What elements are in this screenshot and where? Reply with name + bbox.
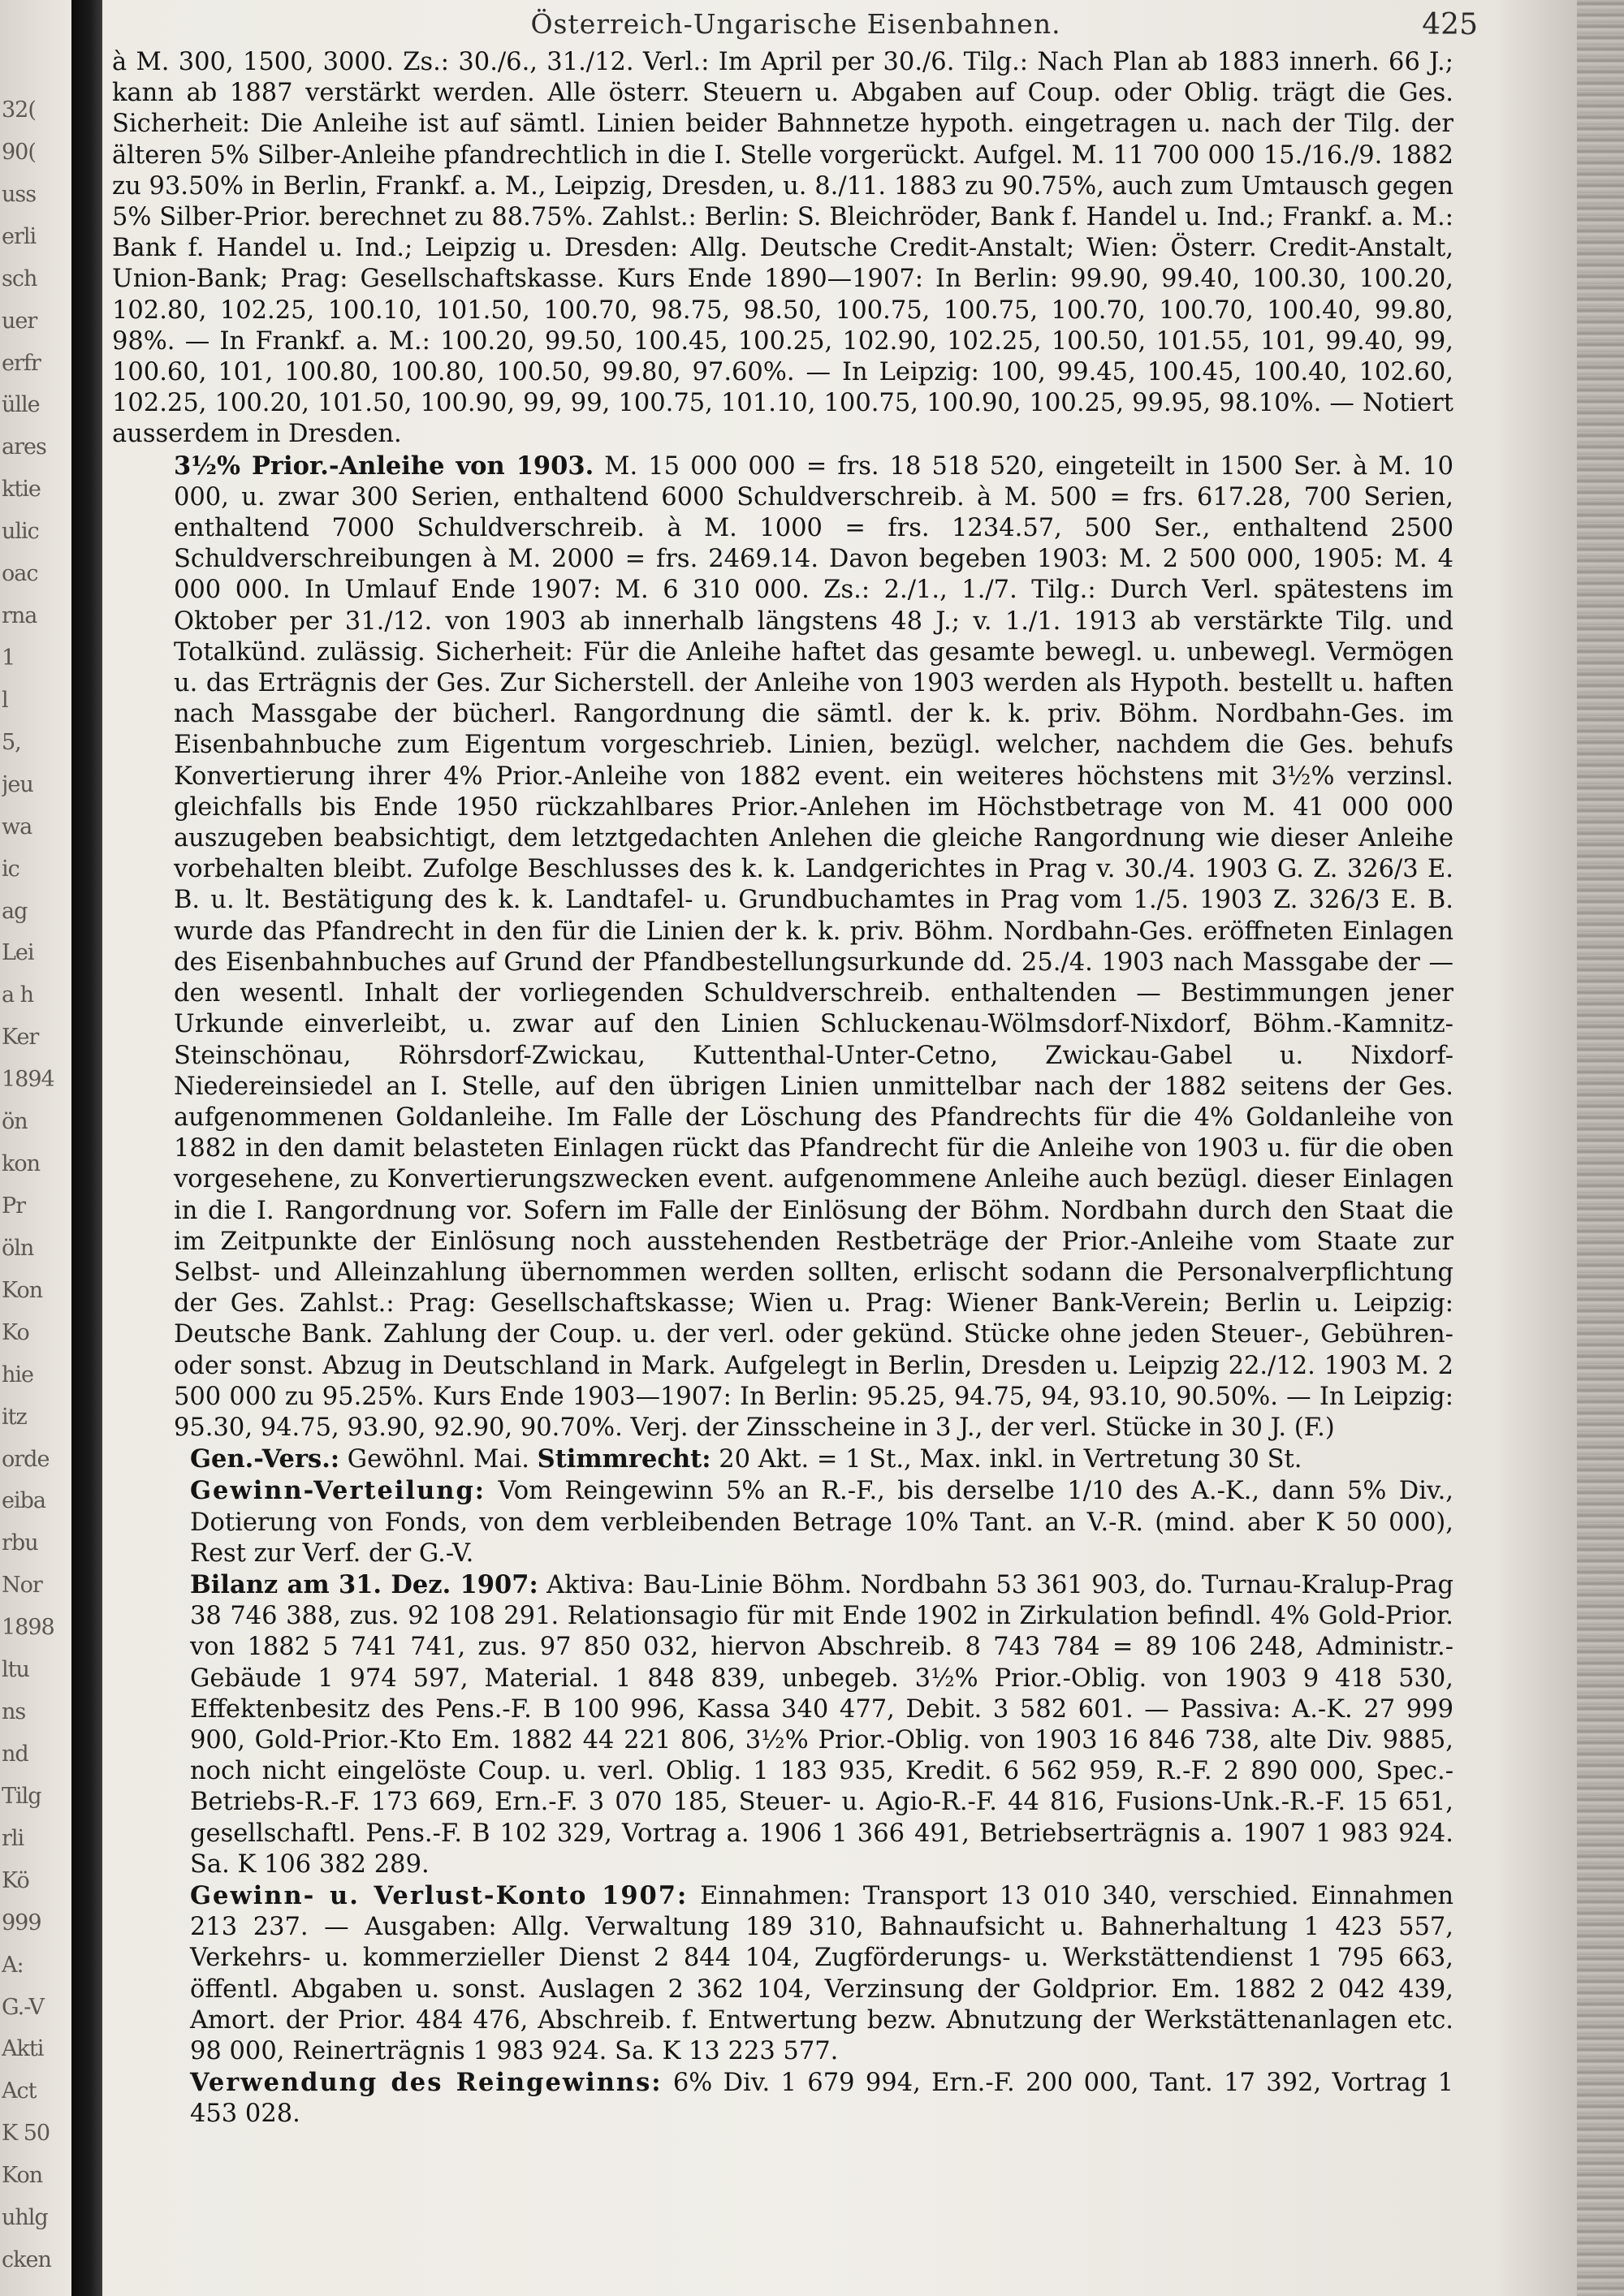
facing-page-text: l — [2, 687, 8, 713]
facing-page-text: jeu — [2, 771, 33, 797]
facing-page-text: kon — [2, 1151, 41, 1177]
facing-page-text: oac — [2, 561, 38, 587]
page-edge — [1577, 0, 1624, 2296]
facing-page-text: ktie — [2, 477, 41, 503]
section-heading: Gen.-Vers.: — [190, 1444, 340, 1474]
section-heading: Gewinn-Verteilung: — [190, 1476, 486, 1506]
facing-page-text: ulic — [2, 519, 39, 545]
facing-page-text: sch — [2, 265, 37, 291]
paragraph-text: 20 Akt. = 1 St., Max. inkl. in Vertretung 30 St. — [719, 1445, 1302, 1474]
facing-page-text: ltu — [2, 1657, 29, 1683]
facing-page-text: Tilg — [2, 1783, 41, 1809]
section-heading: Bilanz am 31. Dez. 1907: — [190, 1569, 538, 1599]
facing-page-text: erli — [2, 223, 37, 249]
paragraph-text: M. 15 000 000 = frs. 18 518 520, eingeteilt in 1500 Ser. à M. 10 000, u. zwar 300 Serien, enthaltend 6000 Schuldverschreib. à M. 500 = frs. 617.28, 700 Serien, enthaltend 7000 Schuldverschreib. à M. 1000 = frs. 1234.57, 500 Ser., enthaltend 2500 Schuldverschreibungen à M. 2000 = frs. 2469.14. Davon begeben 1903: M. 2 500 000, 1905: M. 4 000 000. In Umlauf Ende 1907: M. 6 310 000. Zs.: 2./1., 1./7. Tilg.: Durch Verl. spätestens im Oktober per 31./12. von 1903 ab innerhalb längstens 48 J.; v. 1./1. 1913 ab verstärkte Tilg. und Totalkünd. zulässig. Sicherheit: Für die Anleihe haftet das gesamte bewegl. u. unbewegl. Vermögen u. das Erträgnis der Ges. Zur Sicherstell. der Anleihe von 1903 werden als Hypoth. bestellt u. haften nach Massgabe der bücherl. Rangordnung die sämtl. der k. k. priv. Böhm. Nordbahn-Ges. im Eisenbahnbuche zum Eigentum vorgeschrieb. Linien, bezügl. welcher, nachdem die Ges. behufs Konvertierung ihrer 4% Prior.-Anleihe von 1882 event. ein weiteres höchstens mit 3½% verzinsl. gleichfalls bis Ende 1950 rückzahlbares Prior.-Anlehen im Höchstbetrage von M. 41 000 000 auszugeben beabsichtigt, dem letztgedachten Anlehen die gleiche Rangordnung wie dieser Anleihe vorbehalten bleibt. Zufolge Beschlusses des k. k. Landgerichtes in Prag v. 30./4. 1903 G. Z. 326/3 E. B. u. lt. Bestätigung des k. k. Landtafel- u. Grundbuchamtes in Prag vom 1./5. 1903 Z. 326/3 E. B. wurde das Pfandrecht in den für die Linien der k. k. priv. Böhm. Nordbahn-Ges. eröffneten Einlagen des Eisenbahnbuches auf Grund der Pfandbestellungsurkunde dd. 25./4. 1903 nach Massgabe der — den wesentl. Inhalt der vorliegenden Schuldverschreib. enthaltenden — Bestimmungen jener Urkunde einverleibt, u. zwar auf den Linien Schluckenau-Wölmsdorf-Nixdorf, Böhm.-Kamnitz-Steinschönau, Röhrsdorf-Zwickau, Kuttenthal-Unter-Cetno, Zwickau-Gabel u. Nixdorf-Niedereinsiedel an I. Stelle, auf den übrigen Linien unmittelbar nach der 1882 seitens der Ges. aufgenommenen Goldanleihe. Im Falle der Löschung des Pfandrechts für die 4% Goldanleihe von 1882 in den damit belasteten Einlagen rückt das Pfandrecht für die Anleihe von 1903 u. für die oben vorgesehene, zu Konvertierungszwecken event. aufgenommene Anleihe auch bezügl. dieser Einlagen in die I. Rangordnung vor. Sofern im Falle der Einlösung der Böhm. Nordbahn durch den Staat die im Zeitpunkte der Einlösung noch ausstehenden Restbeträge der Prior.-Anleihe vom Staate zur Selbst- und Alleinzahlung übernommen werden sollten, erlischt sodann die Personalverpflichtung der Ges. Zahlst.: Prag: Gesellschaftskasse; Wien u. Prag: Wiener Bank-Verein; Berlin u. Leipzig: Deutsche Bank. Zahlung der Coup. u. der verl. oder gekünd. Stücke ohne jeden Steuer-, Gebühren- oder sonst. Abzug in Deutschland in Mark. Aufgelegt in Berlin, Dresden u. Leipzig 22./12. 1903 M. 2 500 000 zu 95.25%. Kurs Ende 1903—1907: In Berlin: 95.25, 94.75, 94, 93.10, 90.50%. — In Leipzig: 95.30, 94.75, 93.90, 92.90, 90.70%. Verj. der Zinsscheine in 3 J., der verl. Stücke in 30 J. (F.) — [174, 451, 1454, 1442]
facing-page-text: Act — [2, 2078, 37, 2104]
facing-page-text: Kon — [2, 1277, 43, 1303]
facing-page-text: G.-V — [2, 1994, 44, 2020]
facing-page-text: öln — [2, 1235, 34, 1261]
facing-page-text: Ko — [2, 1319, 29, 1345]
facing-page-text: ülle — [2, 392, 40, 418]
facing-page-text: 5, — [2, 729, 21, 755]
facing-page-fragment — [0, 0, 71, 2296]
paragraph-text: Aktiva: Bau-Linie Böhm. Nordbahn 53 361 903, do. Turnau-Kralup-Prag 38 746 388, zus. 92 108 291. Relationsagio für mit Ende 1902 in Zirkulation befindl. 4% Gold-Prior. von 1882 5 741 741, zus. 97 850 032, hiervon Abschreib. 8 743 784 = 89 106 248, Administr.-Gebäude 1 974 597, Material. 1 848 839, unbegeb. 3½% Prior.-Oblig. von 1903 9 418 530, Effektenbesitz des Pens.-F. B 100 996, Kassa 340 477, Debit. 3 582 601. — Passiva: A.-K. 27 999 900, Gold-Prior.-Kto Em. 1882 44 221 806, 3½% Prior.-Oblig. von 1903 16 846 738, alte Div. 9885, noch nicht eingelöste Coup. u. verl. Oblig. 1 183 935, Kredit. 6 562 959, R.-F. 2 890 000, Spec.-Betriebs-R.-F. 173 669, Ern.-F. 3 070 185, Steuer- u. Agio-R.-F. 44 816, Fusions-Unk.-R.-F. 15 651, gesellschaftl. Pens.-F. B 102 329, Vortrag a. 1906 1 366 491, Betriebserträgnis a. 1907 1 983 924. Sa. K 106 382 289. — [190, 1570, 1453, 1879]
paragraph-gewinn-verteilung — [112, 1475, 1453, 1569]
facing-page-text: ön — [2, 1109, 28, 1135]
facing-page-text: Kon — [2, 2163, 43, 2189]
facing-page-text: ns — [2, 1699, 26, 1725]
facing-page-text: Akti — [2, 2036, 44, 2062]
paragraph-verwendung — [112, 2067, 1453, 2130]
facing-page-text: uer — [2, 308, 37, 334]
paragraph-text: à M. 300, 1500, 3000. Zs.: 30./6., 31./12. Verl.: Im April per 30./6. Tilg.: Nach Plan ab 1883 innerh. 66 J.; kann ab 1887 verstärkt werden. Alle österr. Steuern u. Abgaben auf Coup. oder Oblig. trägt die Ges. Sicherheit: Die Anleihe ist auf sämtl. Linien beider Bahnnetze hypoth. eingetragen u. nach der Tilg. der älteren 5% Silber-Anleihe pfandrechtlich in die I. Stelle vorgerückt. Aufgel. M. 11 700 000 15./16./9. 1882 zu 93.50% in Berlin, Frankf. a. M., Leipzig, Dresden, u. 8./11. 1883 zu 90.75%, auch zum Umtausch gegen 5% Silber-Prior. berechnet zu 88.75%. Zahlst.: Berlin: S. Bleichröder, Bank f. Handel u. Ind.; Frankf. a. M.: Bank f. Handel u. Ind.; Leipzig u. Dresden: Allg. Deutsche Credit-Anstalt; Wien: Österr. Credit-Anstalt, Union-Bank; Prag: Gesellschaftskasse. Kurs Ende 1890—1907: In Berlin: 99.90, 99.40, 100.30, 100.20, 102.80, 102.25, 100.10, 101.50, 100.70, 98.75, 98.50, 100.75, 100.75, 100.70, 100.70, 100.40, 99.80, 98%. — In Frankf. a. M.: 100.20, 99.50, 100.45, 100.25, 102.90, 102.25, 100.50, 101.55, 101, 99.40, 99, 100.60, 101, 100.80, 100.80, 100.50, 99.80, 97.60%. — In Leipzig: 100, 99.45, 100.45, 100.40, 102.60, 102.25, 100.20, 101.50, 100.90, 99, 99, 100.75, 101.10, 100.75, 100.90, 100.25, 99.95, 98.10%. — Notiert ausserdem in Dresden. — [112, 48, 1453, 449]
facing-page-text: Lei — [2, 940, 34, 966]
facing-page-text: orde — [2, 1446, 50, 1472]
facing-page-text: 32( — [2, 97, 36, 123]
section-heading: 3½% Prior.-Anleihe von 1903. — [174, 451, 594, 481]
section-heading: Verwendung des Reingewinns: — [190, 2068, 663, 2098]
facing-page-text: wa — [2, 814, 32, 839]
facing-page-text: ag — [2, 898, 28, 924]
facing-page-text: eiba — [2, 1488, 45, 1514]
facing-page-text: itz — [2, 1404, 27, 1430]
paragraph-gen-vers — [112, 1444, 1453, 1475]
paragraph-text: Gewöhnl. Mai. — [347, 1445, 529, 1474]
facing-page-text: Nor — [2, 1573, 42, 1599]
book-gutter — [71, 0, 102, 2296]
facing-page-text: rbu — [2, 1530, 38, 1556]
facing-page-text: 1 — [2, 645, 15, 671]
facing-page-text: Kö — [2, 1867, 29, 1893]
section-heading: Gewinn- u. Verlust-Konto 1907: — [190, 1880, 689, 1910]
facing-page-text: 1898 — [2, 1615, 54, 1641]
facing-page-text: erfr — [2, 350, 41, 376]
facing-page-text: 90( — [2, 139, 36, 165]
page-header — [122, 8, 1478, 45]
facing-page-text: Ker — [2, 1025, 39, 1051]
facing-page-text: rli — [2, 1825, 24, 1851]
facing-page-text: nd — [2, 1741, 28, 1767]
section-heading: Stimmrecht: — [537, 1444, 711, 1474]
paragraph-prior-anleihe-1903 — [112, 451, 1453, 1444]
paragraph-bilanz — [112, 1569, 1453, 1880]
facing-page-text: 1894 — [2, 1067, 54, 1093]
paragraph-anleihe-1882 — [112, 47, 1453, 451]
facing-page-text: A: — [2, 1952, 24, 1978]
paragraph-text: Vom Reingewinn 5% an R.-F., bis derselbe 1/10 des A.-K., dann 5% Div., Dotierung von Fonds, von dem verbleibenden Betrage 10% Tant. an V.-R. (mind. aber K 50 000), Rest zur Verf. der G.-V. — [190, 1477, 1454, 1568]
facing-page-text: rna — [2, 603, 37, 629]
facing-page-text: K 50 — [2, 2121, 50, 2147]
page-body — [112, 47, 1453, 2130]
facing-page-text: ic — [2, 856, 19, 882]
paragraph-text: Einnahmen: Transport 13 010 340, verschied. Einnahmen 213 237. — Ausgaben: Allg. Verwaltung 189 310, Bahnaufsicht u. Bahnerhaltung 1 423 557, Verkehrs- u. kommerzieller Dienst 2 844 104, Zugförderungs- u. Werkstättendienst 1 795 663, öffentl. Abgaben u. sonst. Auslagen 2 362 104, Verzinsung der Goldprior. Em. 1882 2 042 439, Amort. der Prior. 484 476, Abschreib. f. Entwertung bezw. Abnutzung der Werkstättenanlagen etc. 98 000, Reinerträgnis 1 983 924. Sa. K 13 223 577. — [190, 1881, 1454, 2065]
facing-page-text: ares — [2, 434, 46, 460]
paragraph-text: 6% Div. 1 679 994, Ern.-F. 200 000, Tant. 17 392, Vortrag 1 453 028. — [190, 2069, 1454, 2129]
facing-page-text: Pr — [2, 1193, 26, 1219]
facing-page-text: 999 — [2, 1910, 41, 1936]
facing-page-text: uhlg — [2, 2205, 48, 2231]
facing-page-text: uss — [2, 181, 37, 207]
facing-page-text: hie — [2, 1362, 34, 1388]
page-number: 425 — [1422, 8, 1478, 41]
facing-page-text: a h — [2, 982, 34, 1008]
paragraph-gewinn-verlust — [112, 1880, 1453, 2067]
running-head: Österreich-Ungarische Eisenbahnen. — [530, 8, 1061, 40]
facing-page-text: cken — [2, 2247, 51, 2273]
